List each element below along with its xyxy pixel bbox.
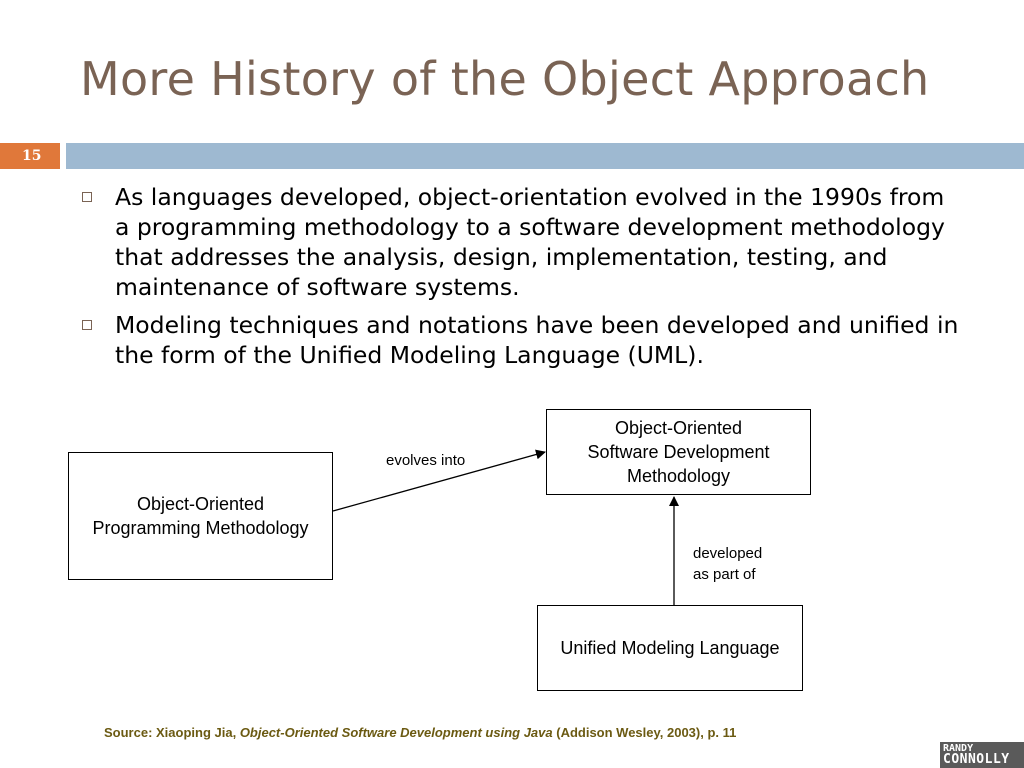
node-oo-programming-methodology [68, 452, 333, 580]
bullet-text: As languages developed, object-orientation evolved in the 1990s from a programming methodology to a software development methodology that addresses the analysis, design, implementation, testing, and maintenance of software systems. [115, 183, 945, 301]
edge-label-line: as part of [693, 566, 756, 583]
source-suffix: (Addison Wesley, 2003), p. 11 [552, 725, 737, 740]
source-book-title: Object-Oriented Software Development using Java [239, 725, 553, 740]
slide-title: More History of the Object Approach [80, 52, 930, 106]
edge-label-evolves-into: evolves into [386, 452, 466, 469]
node-label: Software Development [587, 442, 770, 462]
logo-line-2: CONNOLLY [943, 752, 1010, 767]
source-citation [104, 725, 736, 740]
node-label: Programming Methodology [92, 518, 309, 538]
node-label: Object-Oriented [614, 418, 743, 438]
bullet-text: Modeling techniques and notations have been developed and unified in the form of the Unified Modeling Language (UML). [115, 311, 959, 369]
edge-label-line: developed [693, 545, 763, 562]
author-logo [940, 742, 1024, 768]
node-oo-software-development-methodology [546, 409, 811, 495]
source-prefix: Source: Xiaoping Jia, [104, 725, 240, 740]
node-unified-modeling-language [537, 605, 803, 691]
node-label: Methodology [626, 466, 731, 486]
node-label: Unified Modeling Language [560, 638, 780, 658]
node-label: Object-Oriented [136, 494, 265, 514]
edge-label-developed-as-part-of [693, 543, 762, 585]
page-number: 15 [0, 143, 60, 169]
logo-line-1: RANDY [943, 743, 974, 754]
